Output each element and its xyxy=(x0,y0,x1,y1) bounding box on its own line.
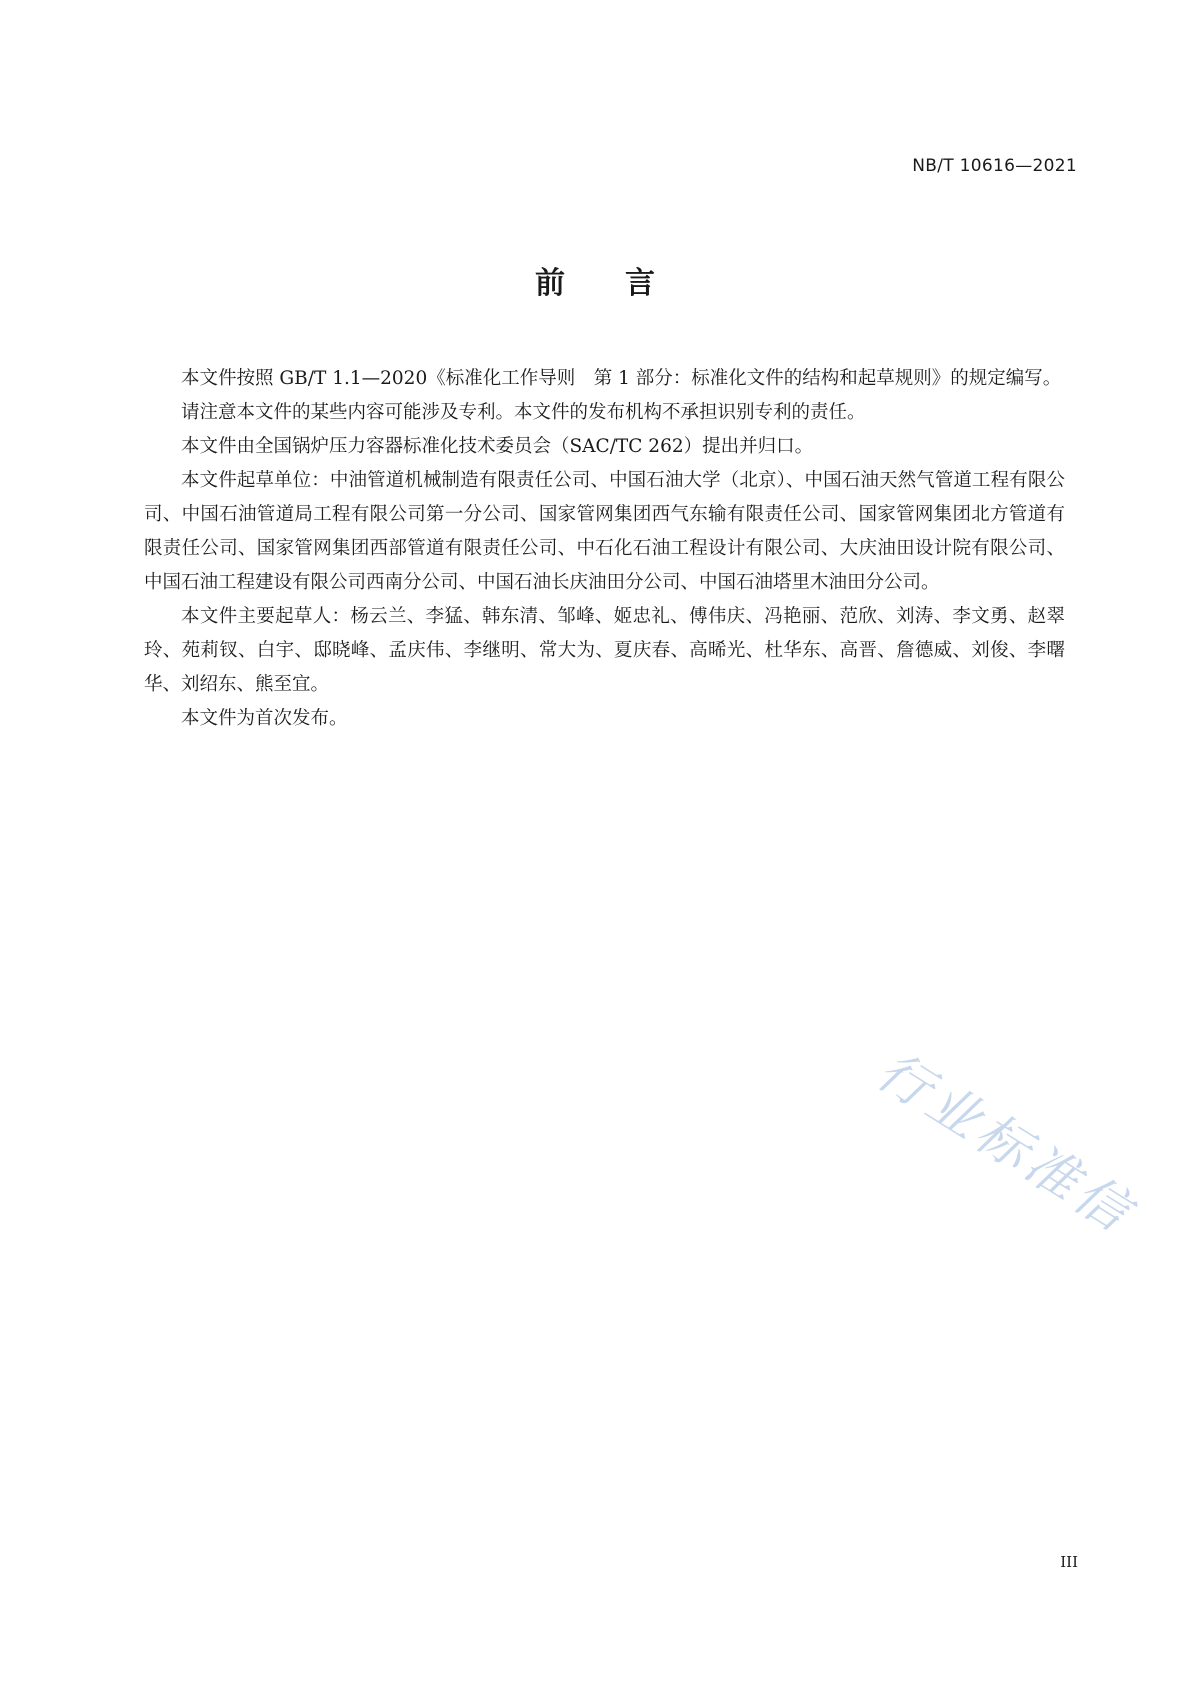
paragraph-drafting-units: 本文件起草单位：中油管道机械制造有限责任公司、中国石油大学（北京）、中国石油天然气管道工程有限公司、中国石油管道局工程有限公司第一分公司、国家管网集团西气东输有限责任公司、国家管网集团北方管道有限责任公司、国家管网集团西部管道有限责任公司、中石化石油工程设计有限公司、大庆油田设计院有限公司、中国石油工程建设有限公司西南分公司、中国石油长庆油田分公司、中国石油塔里木油田分公司。 xyxy=(144,470,1065,593)
page-number: III xyxy=(1060,1553,1078,1571)
paragraph-drafting-rules: 本文件按照 GB/T 1.1—2020《标准化工作导则 第 1 部分：标准化文件的结构和起草规则》的规定编写。 xyxy=(181,368,1062,389)
paragraph-committee: 本文件由全国锅炉压力容器标准化技术委员会（SAC/TC 262）提出并归口。 xyxy=(181,436,814,457)
document-code: NB/T 10616—2021 xyxy=(912,156,1077,176)
page-title: 前言 xyxy=(535,266,715,301)
foreword-body xyxy=(144,362,1065,736)
paragraph-patent-notice: 请注意本文件的某些内容可能涉及专利。本文件的发布机构不承担识别专利的责任。 xyxy=(181,402,866,423)
watermark: 行业标准信 xyxy=(866,1041,1145,1246)
paragraph-drafters: 本文件主要起草人：杨云兰、李猛、韩东清、邹峰、姬忠礼、傅伟庆、冯艳丽、范欣、刘涛、李文勇、赵翠玲、苑莉钗、白宇、邸晓峰、孟庆伟、李继明、常大为、夏庆春、高晞光、杜华东、高晋、詹德威、刘俊、李曙华、刘绍东、熊至宜。 xyxy=(144,606,1065,695)
paragraph-first-release: 本文件为首次发布。 xyxy=(181,708,348,729)
